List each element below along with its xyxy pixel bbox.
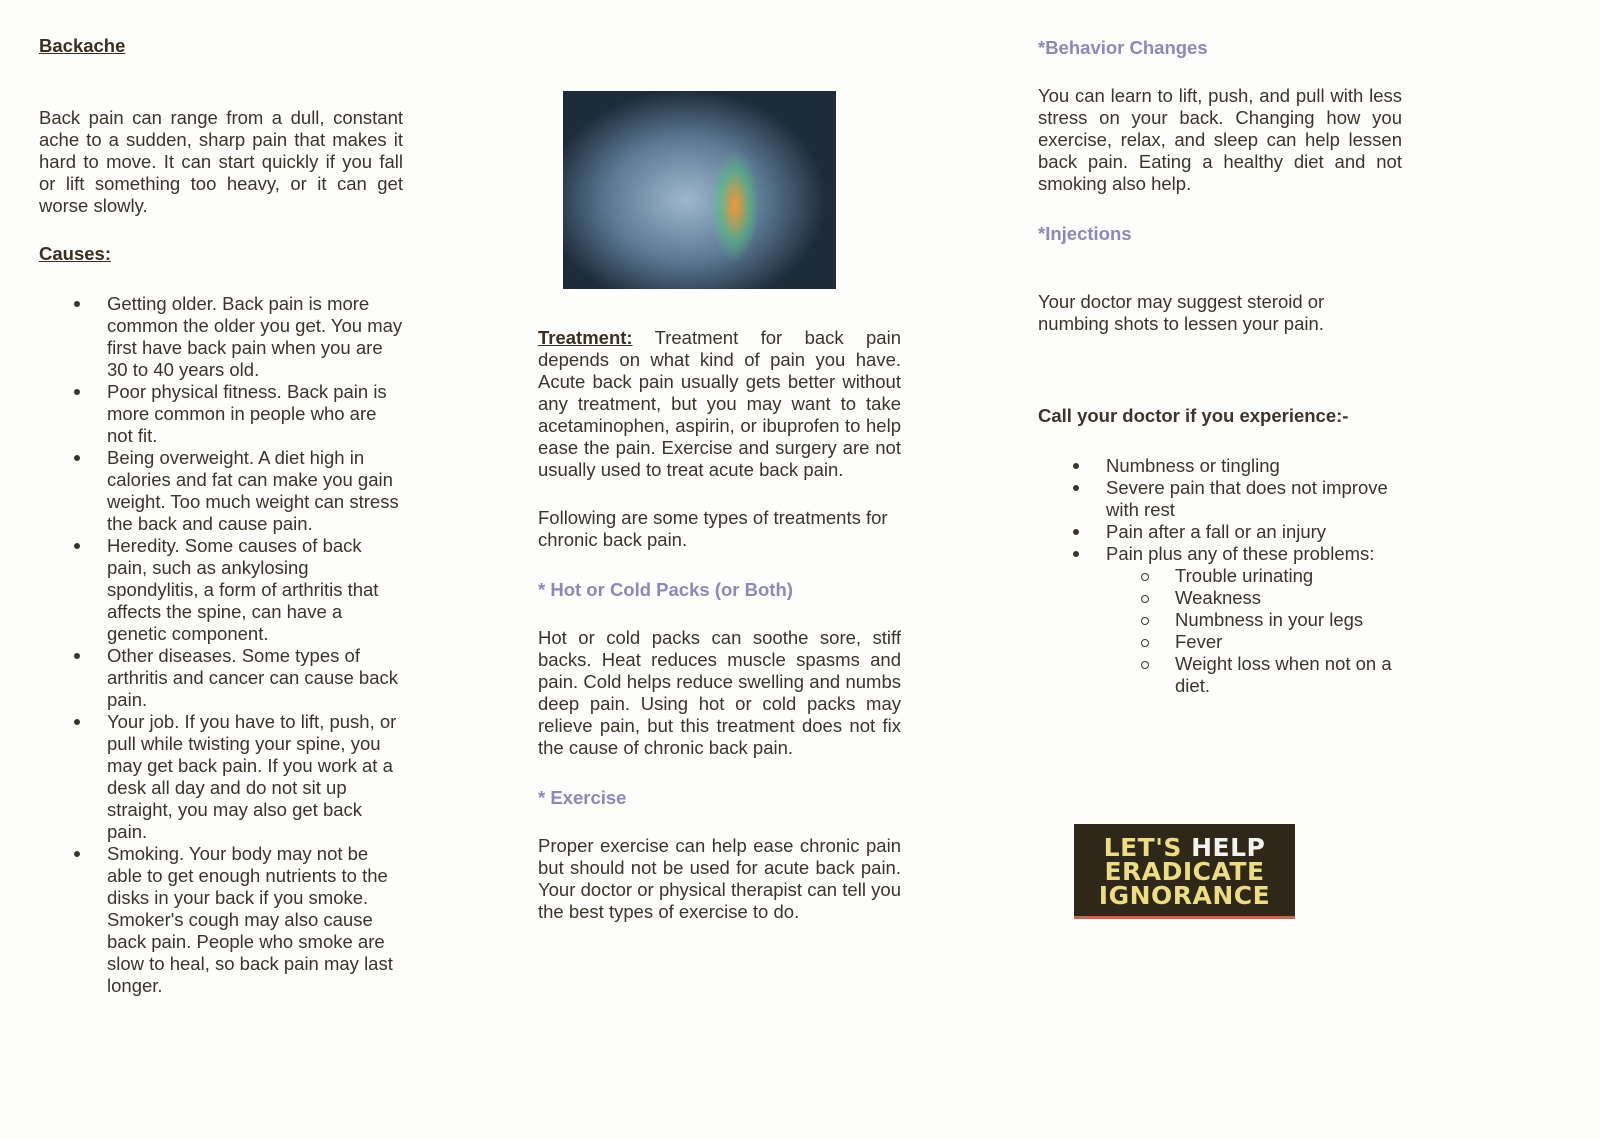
hot-cold-text: Hot or cold packs can soothe sore, stiff backs. Heat reduces muscle spasms and pain. Cold helps reduce swelling and numbs deep pain. Using hot or cold packs may relieve pain, but this treatment does not fix the cause of chronic back pain.: [538, 627, 901, 758]
behavior-text: You can learn to lift, push, and pull with less stress on your back. Changing how you exercise, relax, and sleep can help lessen back pain. Eating a healthy diet and not smoking also help.: [1038, 85, 1402, 194]
problem-item: Weakness: [1038, 587, 1402, 609]
following-text: Following are some types of treatments for chronic back pain.: [538, 507, 888, 550]
call-doctor-heading: Call your doctor if you experience:-: [1038, 405, 1349, 426]
cause-item: Smoking. Your body may not be able to get enough nutrients to the disks in your back if you smoke. Smoker's cough may also cause back pain. People who smoke are slow to heal, so back pain may last longer.: [39, 843, 403, 997]
intro-paragraph: Back pain can range from a dull, constant ache to a sudden, sharp pain that makes it hard to move. It can start quickly if you fall or lift something too heavy, or it can get worse slowly.: [39, 107, 403, 216]
cause-item: Poor physical fitness. Back pain is more common in people who are not fit.: [39, 381, 403, 447]
causes-heading: Causes:: [39, 243, 111, 264]
middle-column: [538, 327, 901, 923]
treatment-text: Treatment for back pain depends on what kind of pain you have. Acute back pain usually gets better without any treatment, but you may want to take acetaminophen, aspirin, or ibuprofen to help ease the pain. Exercise and surgery are not usually used to treat acute back pain.: [538, 327, 901, 480]
problem-item: Trouble urinating: [1038, 565, 1402, 587]
back-pain-photo: [563, 91, 836, 289]
symptoms-list: [1038, 455, 1402, 565]
problems-list: [1038, 565, 1402, 697]
treatment-paragraph: [538, 327, 901, 481]
symptom-item: Pain plus any of these problems:: [1038, 543, 1402, 565]
cause-item: Your job. If you have to lift, push, or pull while twisting your spine, you may get back pain. If you work at a desk all day and do not sit up straight, you may also get back pain.: [39, 711, 403, 843]
behavior-heading: *Behavior Changes: [1038, 37, 1208, 58]
treatment-label: Treatment:: [538, 327, 633, 348]
exercise-text: Proper exercise can help ease chronic pain but should not be used for acute back pain. Your doctor or physical therapist can tell you the best types of exercise to do.: [538, 835, 901, 922]
cause-item: Other diseases. Some types of arthritis and cancer can cause back pain.: [39, 645, 403, 711]
causes-list: [39, 293, 403, 997]
backache-title: Backache: [39, 35, 126, 56]
left-column: [39, 0, 403, 997]
cause-item: Getting older. Back pain is more common the older you get. You may first have back pain when you are 30 to 40 years old.: [39, 293, 403, 381]
problem-item: Numbness in your legs: [1038, 609, 1402, 631]
exercise-heading: * Exercise: [538, 787, 627, 808]
logo-line3: IGNORANCE: [1098, 881, 1271, 910]
symptom-item: Pain after a fall or an injury: [1038, 521, 1402, 543]
logo-line2: ERADICATE: [1104, 857, 1265, 886]
right-column: [1038, 0, 1402, 697]
cause-item: Being overweight. A diet high in calories and fat can make you gain weight. Too much weight can stress the back and cause pain.: [39, 447, 403, 535]
symptom-item: Numbness or tingling: [1038, 455, 1402, 477]
logo-line1: LET'S: [1103, 833, 1192, 862]
symptom-item: Severe pain that does not improve with rest: [1038, 477, 1402, 521]
logo-help: HELP: [1191, 833, 1266, 862]
hot-cold-heading: * Hot or Cold Packs (or Both): [538, 579, 793, 600]
injections-heading: *Injections: [1038, 223, 1132, 244]
cause-item: Heredity. Some causes of back pain, such as ankylosing spondylitis, a form of arthritis that affects the spine, can have a genetic component.: [39, 535, 403, 645]
problem-item: Weight loss when not on a diet.: [1038, 653, 1405, 697]
problem-item: Fever: [1038, 631, 1402, 653]
injections-text: Your doctor may suggest steroid or numbing shots to lessen your pain.: [1038, 291, 1325, 334]
lets-help-logo: [1074, 824, 1295, 919]
